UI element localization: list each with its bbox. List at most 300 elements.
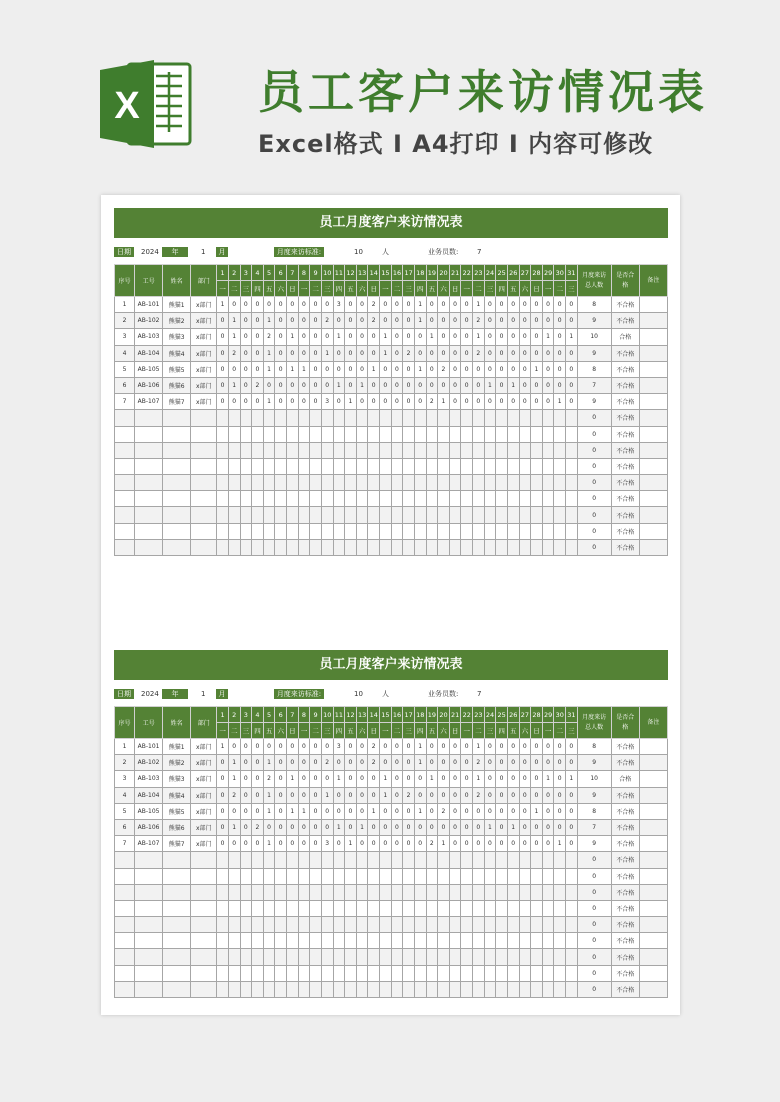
- cell-empty[interactable]: [240, 507, 252, 523]
- cell-id[interactable]: AB-107: [135, 836, 163, 852]
- cell-empty[interactable]: [191, 900, 217, 916]
- cell-day-value[interactable]: 0: [519, 329, 531, 345]
- cell-empty[interactable]: [507, 410, 519, 426]
- cell-day-value[interactable]: 0: [461, 771, 473, 787]
- cell-empty[interactable]: [542, 491, 554, 507]
- cell-empty[interactable]: [414, 491, 426, 507]
- cell-name[interactable]: 熊猫6: [163, 819, 191, 835]
- cell-day-value[interactable]: 0: [310, 329, 322, 345]
- cell-day-value[interactable]: 2: [426, 836, 438, 852]
- cell-day-value[interactable]: 0: [298, 297, 310, 313]
- cell-empty[interactable]: [461, 523, 473, 539]
- cell-empty[interactable]: [191, 426, 217, 442]
- cell-empty[interactable]: [449, 917, 461, 933]
- cell-day-value[interactable]: 0: [507, 345, 519, 361]
- cell-day-value[interactable]: 2: [473, 345, 485, 361]
- cell-empty[interactable]: [115, 949, 135, 965]
- cell-day-value[interactable]: 0: [519, 787, 531, 803]
- cell-empty[interactable]: [519, 410, 531, 426]
- cell-empty[interactable]: [449, 426, 461, 442]
- cell-day-value[interactable]: 0: [298, 755, 310, 771]
- cell-empty[interactable]: [298, 884, 310, 900]
- cell-day-value[interactable]: 0: [426, 313, 438, 329]
- cell-empty[interactable]: [191, 523, 217, 539]
- cell-empty[interactable]: [333, 491, 345, 507]
- cell-empty[interactable]: [507, 426, 519, 442]
- cell-empty[interactable]: [566, 410, 578, 426]
- cell-empty[interactable]: [298, 868, 310, 884]
- cell-day-value[interactable]: 0: [566, 377, 578, 393]
- cell-empty[interactable]: [321, 852, 333, 868]
- cell-empty[interactable]: [380, 442, 392, 458]
- cell-day-value[interactable]: 0: [554, 313, 566, 329]
- cell-empty[interactable]: [426, 539, 438, 555]
- cell-empty[interactable]: [519, 933, 531, 949]
- cell-day-value[interactable]: 0: [496, 361, 508, 377]
- cell-empty[interactable]: [414, 458, 426, 474]
- cell-empty[interactable]: [414, 949, 426, 965]
- cell-day-value[interactable]: 0: [438, 329, 450, 345]
- cell-empty[interactable]: [473, 852, 485, 868]
- cell-empty[interactable]: [163, 852, 191, 868]
- cell-empty[interactable]: [566, 442, 578, 458]
- cell-day-value[interactable]: 0: [554, 361, 566, 377]
- cell-day-value[interactable]: 0: [275, 739, 287, 755]
- year-value[interactable]: 2024: [141, 690, 159, 698]
- cell-day-value[interactable]: 0: [333, 787, 345, 803]
- cell-empty[interactable]: [507, 900, 519, 916]
- cell-empty[interactable]: [519, 426, 531, 442]
- cell-day-value[interactable]: 2: [426, 394, 438, 410]
- cell-day-value[interactable]: 3: [333, 739, 345, 755]
- cell-empty[interactable]: [496, 410, 508, 426]
- cell-empty[interactable]: [240, 410, 252, 426]
- cell-seq[interactable]: 7: [115, 394, 135, 410]
- cell-day-value[interactable]: 1: [380, 771, 392, 787]
- cell-day-value[interactable]: 1: [298, 361, 310, 377]
- cell-day-value[interactable]: 0: [461, 819, 473, 835]
- cell-empty[interactable]: [298, 507, 310, 523]
- cell-empty[interactable]: [356, 852, 368, 868]
- cell-empty[interactable]: [321, 965, 333, 981]
- cell-day-value[interactable]: 0: [403, 297, 415, 313]
- cell-empty[interactable]: [380, 475, 392, 491]
- cell-day-value[interactable]: 0: [484, 345, 496, 361]
- cell-empty[interactable]: [275, 539, 287, 555]
- cell-day-value[interactable]: 1: [333, 819, 345, 835]
- cell-note[interactable]: [639, 507, 667, 523]
- cell-empty[interactable]: [321, 410, 333, 426]
- cell-empty[interactable]: [287, 442, 299, 458]
- cell-empty[interactable]: [438, 539, 450, 555]
- cell-day-value[interactable]: 0: [356, 787, 368, 803]
- cell-empty[interactable]: [191, 475, 217, 491]
- cell-empty[interactable]: [473, 917, 485, 933]
- cell-day-value[interactable]: 1: [566, 771, 578, 787]
- cell-day-value[interactable]: 0: [298, 329, 310, 345]
- cell-empty[interactable]: [217, 981, 229, 997]
- cell-empty[interactable]: [163, 965, 191, 981]
- cell-empty[interactable]: [542, 458, 554, 474]
- cell-day-value[interactable]: 0: [275, 787, 287, 803]
- cell-id[interactable]: AB-102: [135, 313, 163, 329]
- cell-day-value[interactable]: 1: [554, 394, 566, 410]
- cell-day-value[interactable]: 0: [496, 739, 508, 755]
- cell-empty[interactable]: [321, 917, 333, 933]
- cell-empty[interactable]: [163, 491, 191, 507]
- cell-empty[interactable]: [345, 523, 357, 539]
- cell-id[interactable]: AB-106: [135, 377, 163, 393]
- cell-empty[interactable]: [484, 539, 496, 555]
- cell-empty[interactable]: [115, 442, 135, 458]
- cell-empty[interactable]: [473, 933, 485, 949]
- cell-day-value[interactable]: 0: [356, 803, 368, 819]
- cell-empty[interactable]: [356, 491, 368, 507]
- cell-day-value[interactable]: 1: [566, 329, 578, 345]
- cell-day-value[interactable]: 0: [356, 771, 368, 787]
- cell-empty[interactable]: [473, 458, 485, 474]
- cell-day-value[interactable]: 0: [496, 836, 508, 852]
- cell-empty[interactable]: [252, 949, 264, 965]
- cell-empty[interactable]: [356, 442, 368, 458]
- cell-empty[interactable]: [298, 442, 310, 458]
- cell-empty[interactable]: [531, 458, 543, 474]
- cell-empty[interactable]: [252, 900, 264, 916]
- cell-empty[interactable]: [484, 949, 496, 965]
- cell-dept[interactable]: x部门: [191, 771, 217, 787]
- cell-empty[interactable]: [461, 965, 473, 981]
- cell-empty[interactable]: [356, 458, 368, 474]
- cell-day-value[interactable]: 0: [217, 771, 229, 787]
- cell-empty[interactable]: [554, 852, 566, 868]
- cell-day-value[interactable]: 1: [228, 377, 240, 393]
- cell-empty[interactable]: [217, 442, 229, 458]
- cell-day-value[interactable]: 0: [287, 377, 299, 393]
- cell-day-value[interactable]: 0: [391, 755, 403, 771]
- cell-empty[interactable]: [507, 475, 519, 491]
- cell-empty[interactable]: [403, 884, 415, 900]
- cell-empty[interactable]: [263, 884, 275, 900]
- cell-empty[interactable]: [531, 933, 543, 949]
- cell-empty[interactable]: [310, 965, 322, 981]
- cell-empty[interactable]: [554, 539, 566, 555]
- cell-day-value[interactable]: 0: [531, 836, 543, 852]
- cell-empty[interactable]: [163, 507, 191, 523]
- cell-day-value[interactable]: 0: [345, 345, 357, 361]
- cell-empty[interactable]: [368, 442, 380, 458]
- cell-day-value[interactable]: 0: [496, 755, 508, 771]
- cell-seq[interactable]: 2: [115, 755, 135, 771]
- cell-day-value[interactable]: 0: [356, 394, 368, 410]
- cell-day-value[interactable]: 0: [507, 755, 519, 771]
- cell-empty[interactable]: [566, 523, 578, 539]
- cell-day-value[interactable]: 0: [310, 361, 322, 377]
- cell-name[interactable]: 熊猫6: [163, 377, 191, 393]
- cell-empty[interactable]: [531, 410, 543, 426]
- cell-empty[interactable]: [310, 507, 322, 523]
- cell-empty[interactable]: [554, 868, 566, 884]
- cell-day-value[interactable]: 0: [310, 787, 322, 803]
- cell-empty[interactable]: [298, 933, 310, 949]
- cell-empty[interactable]: [380, 426, 392, 442]
- cell-empty[interactable]: [163, 410, 191, 426]
- cell-empty[interactable]: [484, 475, 496, 491]
- cell-empty[interactable]: [287, 852, 299, 868]
- cell-day-value[interactable]: 0: [345, 787, 357, 803]
- cell-day-value[interactable]: 1: [438, 836, 450, 852]
- cell-empty[interactable]: [275, 523, 287, 539]
- cell-id[interactable]: AB-101: [135, 297, 163, 313]
- cell-empty[interactable]: [391, 523, 403, 539]
- cell-day-value[interactable]: 0: [345, 297, 357, 313]
- cell-day-value[interactable]: 1: [263, 755, 275, 771]
- cell-empty[interactable]: [426, 933, 438, 949]
- cell-empty[interactable]: [414, 981, 426, 997]
- cell-day-value[interactable]: 0: [310, 755, 322, 771]
- cell-empty[interactable]: [298, 900, 310, 916]
- cell-day-value[interactable]: 1: [507, 819, 519, 835]
- cell-empty[interactable]: [531, 491, 543, 507]
- cell-empty[interactable]: [345, 539, 357, 555]
- cell-empty[interactable]: [298, 523, 310, 539]
- cell-day-value[interactable]: 0: [310, 771, 322, 787]
- cell-day-value[interactable]: 0: [217, 755, 229, 771]
- cell-empty[interactable]: [191, 981, 217, 997]
- cell-empty[interactable]: [298, 949, 310, 965]
- cell-day-value[interactable]: 0: [554, 377, 566, 393]
- cell-day-value[interactable]: 0: [217, 819, 229, 835]
- cell-day-value[interactable]: 0: [519, 739, 531, 755]
- cell-empty[interactable]: [542, 917, 554, 933]
- cell-empty[interactable]: [554, 949, 566, 965]
- cell-empty[interactable]: [356, 410, 368, 426]
- cell-empty[interactable]: [263, 523, 275, 539]
- cell-day-value[interactable]: 0: [403, 394, 415, 410]
- year-value[interactable]: 2024: [141, 248, 159, 256]
- cell-empty[interactable]: [135, 491, 163, 507]
- cell-day-value[interactable]: 0: [310, 377, 322, 393]
- cell-empty[interactable]: [191, 491, 217, 507]
- cell-empty[interactable]: [217, 900, 229, 916]
- cell-day-value[interactable]: 0: [310, 345, 322, 361]
- cell-day-value[interactable]: 2: [368, 313, 380, 329]
- cell-day-value[interactable]: 0: [240, 836, 252, 852]
- cell-empty[interactable]: [333, 539, 345, 555]
- cell-day-value[interactable]: 0: [507, 329, 519, 345]
- cell-day-value[interactable]: 0: [484, 803, 496, 819]
- cell-day-value[interactable]: 0: [240, 394, 252, 410]
- cell-empty[interactable]: [333, 981, 345, 997]
- cell-empty[interactable]: [403, 475, 415, 491]
- cell-day-value[interactable]: 0: [507, 803, 519, 819]
- cell-dept[interactable]: x部门: [191, 297, 217, 313]
- cell-name[interactable]: 熊猫1: [163, 739, 191, 755]
- cell-day-value[interactable]: 0: [507, 313, 519, 329]
- cell-day-value[interactable]: 1: [287, 361, 299, 377]
- cell-empty[interactable]: [426, 491, 438, 507]
- cell-empty[interactable]: [310, 539, 322, 555]
- cell-day-value[interactable]: 0: [426, 361, 438, 377]
- cell-day-value[interactable]: 0: [403, 361, 415, 377]
- cell-day-value[interactable]: 0: [461, 787, 473, 803]
- cell-empty[interactable]: [333, 917, 345, 933]
- cell-day-value[interactable]: 0: [252, 755, 264, 771]
- cell-day-value[interactable]: 0: [438, 819, 450, 835]
- cell-day-value[interactable]: 0: [426, 739, 438, 755]
- cell-day-value[interactable]: 0: [287, 836, 299, 852]
- cell-empty[interactable]: [507, 523, 519, 539]
- cell-empty[interactable]: [275, 933, 287, 949]
- cell-day-value[interactable]: 0: [542, 297, 554, 313]
- cell-day-value[interactable]: 0: [484, 739, 496, 755]
- cell-empty[interactable]: [461, 507, 473, 523]
- cell-empty[interactable]: [554, 475, 566, 491]
- cell-day-value[interactable]: 0: [507, 787, 519, 803]
- cell-empty[interactable]: [519, 949, 531, 965]
- cell-empty[interactable]: [321, 884, 333, 900]
- cell-note[interactable]: [639, 297, 667, 313]
- cell-day-value[interactable]: 0: [449, 819, 461, 835]
- cell-empty[interactable]: [403, 868, 415, 884]
- cell-day-value[interactable]: 0: [566, 787, 578, 803]
- cell-empty[interactable]: [135, 426, 163, 442]
- cell-day-value[interactable]: 0: [449, 836, 461, 852]
- cell-empty[interactable]: [310, 491, 322, 507]
- cell-empty[interactable]: [449, 442, 461, 458]
- cell-empty[interactable]: [542, 981, 554, 997]
- cell-empty[interactable]: [519, 442, 531, 458]
- cell-day-value[interactable]: 0: [298, 313, 310, 329]
- cell-empty[interactable]: [263, 410, 275, 426]
- cell-empty[interactable]: [252, 884, 264, 900]
- cell-empty[interactable]: [380, 852, 392, 868]
- cell-empty[interactable]: [263, 917, 275, 933]
- cell-empty[interactable]: [163, 523, 191, 539]
- cell-empty[interactable]: [554, 981, 566, 997]
- cell-empty[interactable]: [135, 442, 163, 458]
- cell-empty[interactable]: [461, 426, 473, 442]
- cell-day-value[interactable]: 0: [403, 313, 415, 329]
- cell-name[interactable]: 熊猫7: [163, 394, 191, 410]
- cell-note[interactable]: [639, 868, 667, 884]
- cell-empty[interactable]: [228, 868, 240, 884]
- cell-day-value[interactable]: 0: [298, 345, 310, 361]
- cell-seq[interactable]: 6: [115, 819, 135, 835]
- cell-empty[interactable]: [135, 458, 163, 474]
- cell-empty[interactable]: [426, 868, 438, 884]
- cell-empty[interactable]: [554, 917, 566, 933]
- cell-empty[interactable]: [380, 884, 392, 900]
- cell-empty[interactable]: [252, 458, 264, 474]
- cell-empty[interactable]: [135, 965, 163, 981]
- cell-empty[interactable]: [217, 933, 229, 949]
- cell-day-value[interactable]: 0: [298, 787, 310, 803]
- cell-empty[interactable]: [368, 917, 380, 933]
- cell-empty[interactable]: [542, 475, 554, 491]
- cell-empty[interactable]: [356, 539, 368, 555]
- cell-empty[interactable]: [240, 981, 252, 997]
- cell-empty[interactable]: [217, 868, 229, 884]
- cell-empty[interactable]: [163, 458, 191, 474]
- cell-day-value[interactable]: 0: [461, 836, 473, 852]
- cell-empty[interactable]: [275, 981, 287, 997]
- cell-empty[interactable]: [310, 884, 322, 900]
- cell-day-value[interactable]: 1: [287, 771, 299, 787]
- cell-day-value[interactable]: 0: [403, 755, 415, 771]
- cell-note[interactable]: [639, 458, 667, 474]
- cell-empty[interactable]: [275, 868, 287, 884]
- cell-note[interactable]: [639, 345, 667, 361]
- cell-day-value[interactable]: 0: [310, 297, 322, 313]
- cell-day-value[interactable]: 0: [240, 803, 252, 819]
- cell-day-value[interactable]: 0: [240, 755, 252, 771]
- cell-note[interactable]: [639, 539, 667, 555]
- cell-note[interactable]: [639, 739, 667, 755]
- cell-day-value[interactable]: 0: [426, 803, 438, 819]
- cell-empty[interactable]: [356, 426, 368, 442]
- cell-empty[interactable]: [240, 475, 252, 491]
- cell-day-value[interactable]: 1: [287, 329, 299, 345]
- cell-day-value[interactable]: 0: [449, 771, 461, 787]
- cell-empty[interactable]: [496, 917, 508, 933]
- cell-empty[interactable]: [228, 884, 240, 900]
- cell-empty[interactable]: [554, 491, 566, 507]
- cell-empty[interactable]: [449, 949, 461, 965]
- cell-empty[interactable]: [115, 900, 135, 916]
- cell-day-value[interactable]: 0: [554, 803, 566, 819]
- cell-empty[interactable]: [403, 507, 415, 523]
- cell-day-value[interactable]: 0: [380, 377, 392, 393]
- cell-empty[interactable]: [356, 933, 368, 949]
- cell-empty[interactable]: [115, 933, 135, 949]
- cell-note[interactable]: [639, 426, 667, 442]
- cell-empty[interactable]: [263, 868, 275, 884]
- cell-empty[interactable]: [345, 475, 357, 491]
- cell-empty[interactable]: [426, 410, 438, 426]
- cell-empty[interactable]: [426, 981, 438, 997]
- cell-day-value[interactable]: 0: [356, 345, 368, 361]
- cell-day-value[interactable]: 1: [321, 787, 333, 803]
- cell-empty[interactable]: [484, 507, 496, 523]
- cell-day-value[interactable]: 0: [438, 377, 450, 393]
- cell-empty[interactable]: [438, 523, 450, 539]
- cell-note[interactable]: [639, 410, 667, 426]
- cell-day-value[interactable]: 0: [368, 836, 380, 852]
- cell-day-value[interactable]: 0: [345, 361, 357, 377]
- cell-day-value[interactable]: 1: [263, 345, 275, 361]
- cell-day-value[interactable]: 0: [484, 329, 496, 345]
- cell-empty[interactable]: [507, 852, 519, 868]
- cell-day-value[interactable]: 0: [542, 836, 554, 852]
- cell-day-value[interactable]: 0: [228, 836, 240, 852]
- cell-day-value[interactable]: 1: [356, 377, 368, 393]
- cell-day-value[interactable]: 2: [252, 377, 264, 393]
- cell-empty[interactable]: [240, 933, 252, 949]
- cell-empty[interactable]: [426, 523, 438, 539]
- cell-note[interactable]: [639, 475, 667, 491]
- cell-empty[interactable]: [496, 458, 508, 474]
- cell-empty[interactable]: [473, 868, 485, 884]
- cell-empty[interactable]: [403, 523, 415, 539]
- cell-day-value[interactable]: 0: [310, 819, 322, 835]
- cell-day-value[interactable]: 0: [496, 329, 508, 345]
- cell-empty[interactable]: [566, 981, 578, 997]
- cell-empty[interactable]: [240, 965, 252, 981]
- cell-seq[interactable]: 1: [115, 297, 135, 313]
- cell-day-value[interactable]: 0: [240, 377, 252, 393]
- cell-empty[interactable]: [368, 868, 380, 884]
- cell-day-value[interactable]: 0: [519, 345, 531, 361]
